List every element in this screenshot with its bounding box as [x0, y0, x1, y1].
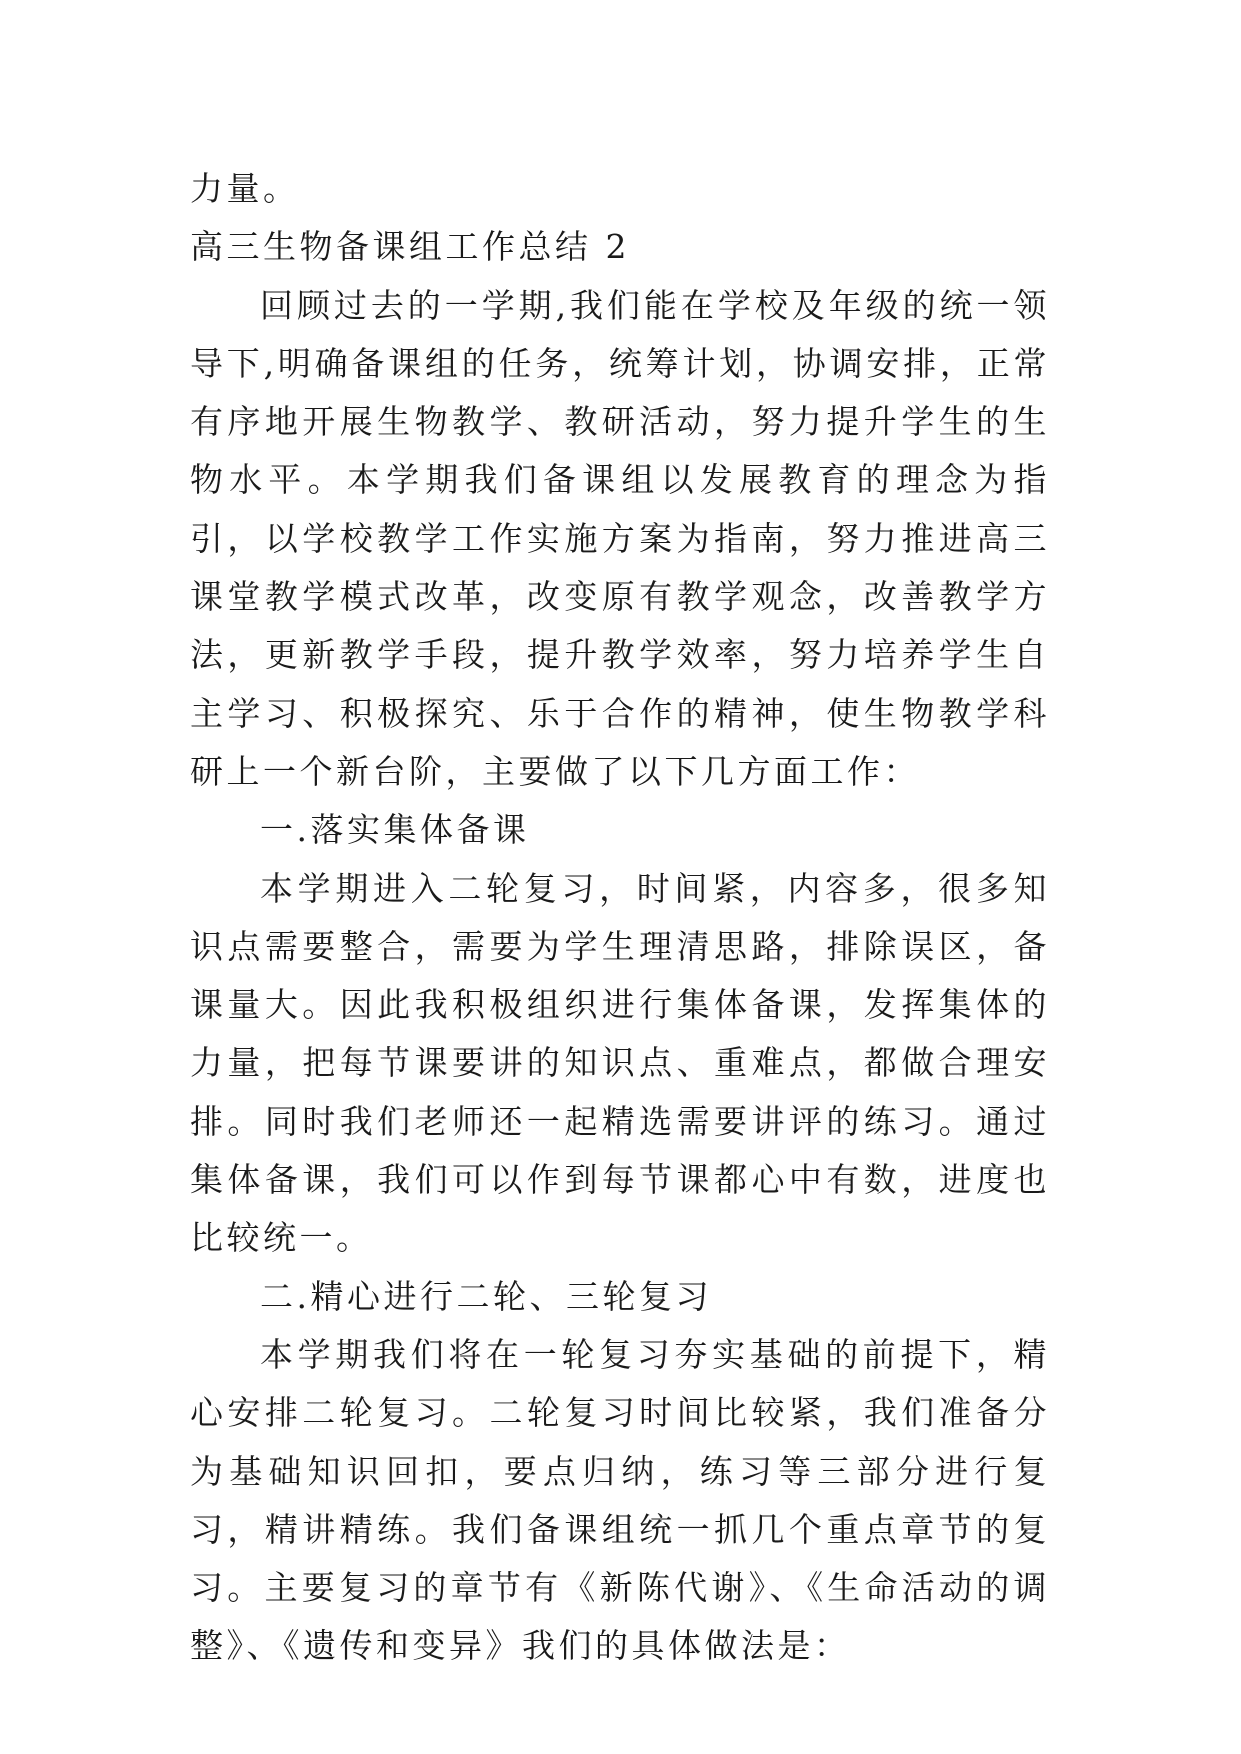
section-body-2: 本学期我们将在一轮复习夯实基础的前提下，精心安排二轮复习。二轮复习时间比较紧，我们准备分为基础知识回扣，要点归纳，练习等三部分进行复习，精讲精练。我们备课组统一抓几个重点章节的复习。主要复习的章节有《新陈代谢》、《生命活动的调整》、《遗传和变异》我们的具体做法是： [190, 1334, 1050, 1666]
continuation-text: 力量。 [190, 169, 300, 208]
intro-paragraph: 回顾过去的一学期,我们能在学校及年级的统一领导下,明确备课组的任务，统筹计划，协调安排，正常有序地开展生物教学、教研活动，努力提升学生的生物水平。本学期我们备课组以发展教育的理念为指引，以学校教学工作实施方案为指南，努力推进高三课堂教学模式改革，改变原有教学观念，改善教学方法，更新教学手段，提升教学效率，努力培养学生自主学习、积极探究、乐于合作的精神，使生物教学科研上一个新台阶，主要做了以下几方面工作： [190, 285, 1050, 791]
section-heading-2: 二.精心进行二轮、三轮复习 [260, 1276, 712, 1316]
section-heading-1: 一.落实集体备课 [260, 810, 530, 850]
document-title: 高三生物备课组工作总结 2 [190, 227, 630, 267]
document-body [190, 160, 1050, 1676]
section-body-1: 本学期进入二轮复习，时间紧，内容多，很多知识点需要整合，需要为学生理清思路，排除误区，备课量大。因此我积极组织进行集体备课，发挥集体的力量，把每节课要讲的知识点、重难点，都做合理安排。同时我们老师还一起精选需要讲评的练习。通过集体备课，我们可以作到每节课都心中有数，进度也比较统一。 [190, 868, 1050, 1258]
